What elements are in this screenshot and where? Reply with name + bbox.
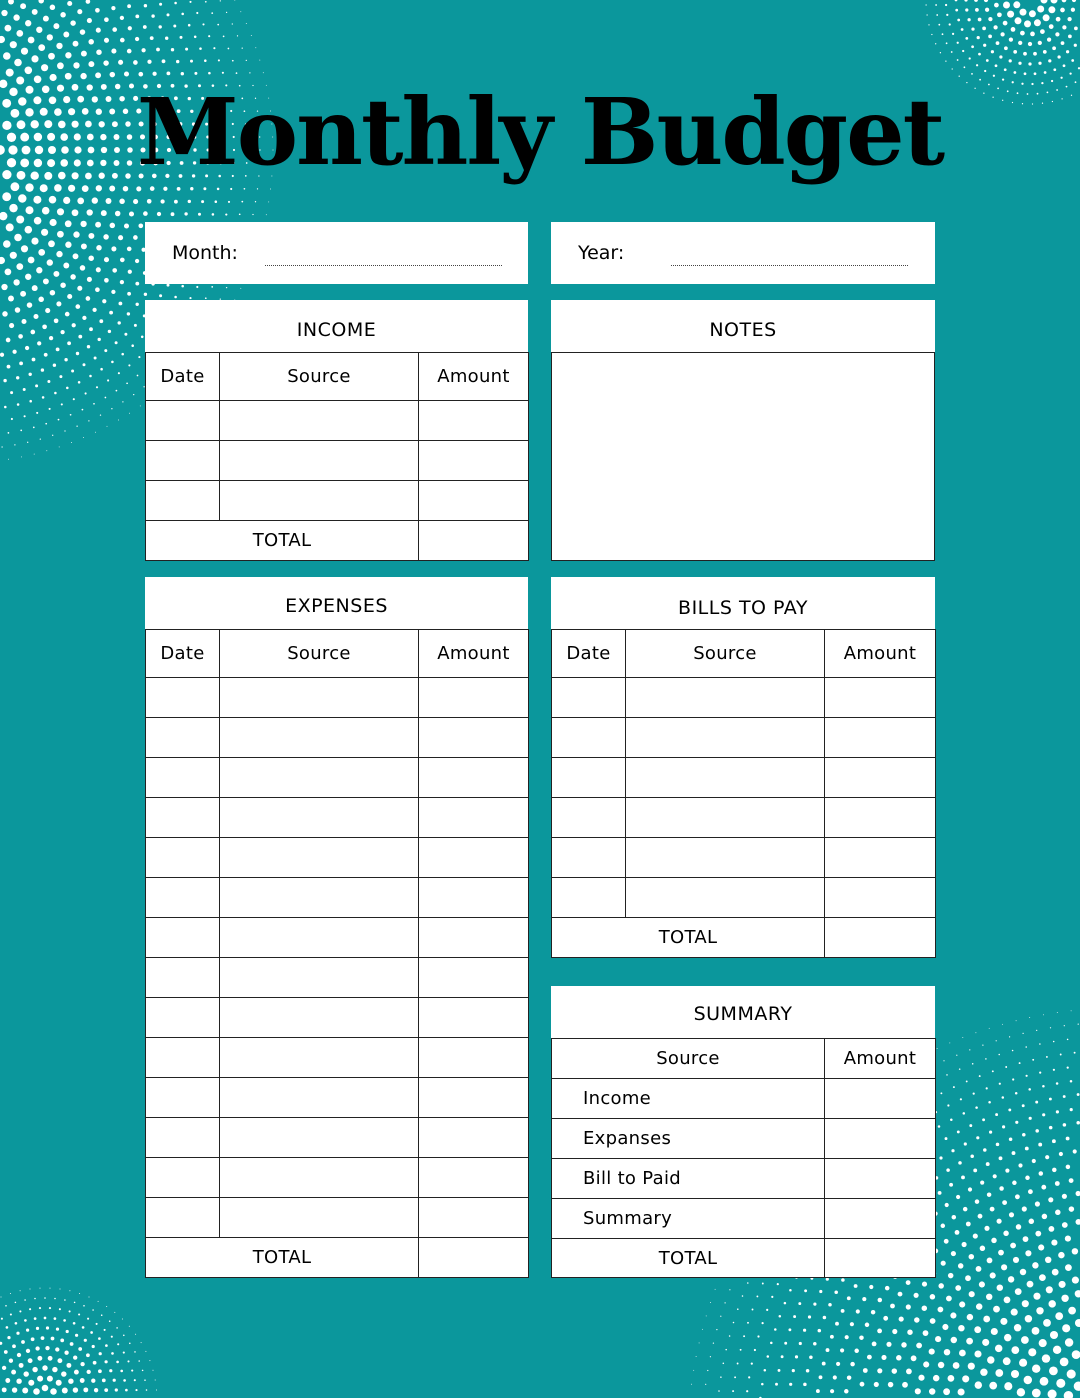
bills-row [552,758,936,798]
bills-date-cell[interactable] [552,678,626,718]
expenses-date-cell[interactable] [146,1158,220,1198]
expenses-amount-cell[interactable] [419,1078,529,1118]
income-col-source: Source [220,353,419,401]
summary-row-label: Income [552,1079,825,1119]
expenses-amount-cell[interactable] [419,838,529,878]
bills-source-cell[interactable] [626,678,825,718]
summary-total-amount[interactable] [825,1239,936,1278]
bills-date-cell[interactable] [552,878,626,918]
expenses-source-cell[interactable] [220,1198,419,1238]
income-total-amount[interactable] [419,521,529,561]
page-title: Monthly Budget [136,78,944,186]
expenses-date-cell[interactable] [146,798,220,838]
bills-source-cell[interactable] [626,838,825,878]
income-date-cell[interactable] [146,441,220,481]
month-field[interactable] [145,222,528,284]
expenses-date-cell[interactable] [146,878,220,918]
bills-amount-cell[interactable] [825,798,936,838]
income-row [146,481,529,521]
summary-row-amount[interactable] [825,1199,936,1239]
expenses-row [146,1118,529,1158]
year-line [671,265,908,266]
notes-title: NOTES [709,319,777,341]
month-line [265,265,502,266]
bills-title: BILLS TO PAY [678,597,808,619]
summary-col-source: Source [552,1039,825,1079]
expenses-row [146,798,529,838]
bills-row [552,718,936,758]
expenses-row [146,758,529,798]
summary-header-row [552,1039,936,1079]
income-amount-cell[interactable] [419,481,529,521]
expenses-row [146,718,529,758]
expenses-source-cell[interactable] [220,958,419,998]
summary-col-amount: Amount [825,1039,936,1079]
expenses-row [146,918,529,958]
expenses-col-source: Source [220,630,419,678]
bills-total-label: TOTAL [552,918,825,958]
expenses-row [146,1158,529,1198]
expenses-source-cell[interactable] [220,758,419,798]
summary-title: SUMMARY [693,1003,793,1025]
expenses-source-cell[interactable] [220,918,419,958]
bills-header-row [552,630,936,678]
expenses-header-row [146,630,529,678]
income-header-row [146,353,529,401]
expenses-total-row [146,1238,529,1278]
income-amount-cell[interactable] [419,441,529,481]
bills-row [552,798,936,838]
expenses-amount-cell[interactable] [419,798,529,838]
income-source-cell[interactable] [220,401,419,441]
bills-amount-cell[interactable] [825,838,936,878]
bills-col-date: Date [552,630,626,678]
bills-col-amount: Amount [825,630,936,678]
expenses-row [146,878,529,918]
summary-row [552,1199,936,1239]
expenses-source-cell[interactable] [220,838,419,878]
year-field[interactable] [551,222,935,284]
expenses-date-cell[interactable] [146,678,220,718]
summary-row-amount[interactable] [825,1159,936,1199]
expenses-source-cell[interactable] [220,1158,419,1198]
bills-row [552,678,936,718]
summary-row [552,1159,936,1199]
bills-source-cell[interactable] [626,718,825,758]
income-source-cell[interactable] [220,441,419,481]
expenses-source-cell[interactable] [220,1118,419,1158]
bills-table [551,629,936,958]
expenses-row [146,1078,529,1118]
income-col-date: Date [146,353,220,401]
expenses-row [146,1198,529,1238]
bills-date-cell[interactable] [552,758,626,798]
expenses-date-cell[interactable] [146,918,220,958]
bills-row [552,838,936,878]
expenses-amount-cell[interactable] [419,678,529,718]
bills-amount-cell[interactable] [825,718,936,758]
summary-row-label: Expanses [552,1119,825,1159]
expenses-amount-cell[interactable] [419,958,529,998]
income-date-cell[interactable] [146,481,220,521]
expenses-date-cell[interactable] [146,1118,220,1158]
bills-source-cell[interactable] [626,798,825,838]
expenses-date-cell[interactable] [146,1198,220,1238]
bills-col-source: Source [626,630,825,678]
expenses-date-cell[interactable] [146,1078,220,1118]
expenses-source-cell[interactable] [220,878,419,918]
expenses-date-cell[interactable] [146,998,220,1038]
expenses-amount-cell[interactable] [419,758,529,798]
expenses-source-cell[interactable] [220,798,419,838]
expenses-amount-cell[interactable] [419,1158,529,1198]
expenses-col-amount: Amount [419,630,529,678]
bills-total-amount[interactable] [825,918,936,958]
expenses-source-cell[interactable] [220,678,419,718]
expenses-amount-cell[interactable] [419,918,529,958]
expenses-amount-cell[interactable] [419,1118,529,1158]
summary-table [551,1038,936,1278]
expenses-source-cell[interactable] [220,718,419,758]
income-header [145,300,528,353]
income-source-cell[interactable] [220,481,419,521]
expenses-date-cell[interactable] [146,1038,220,1078]
bills-date-cell[interactable] [552,798,626,838]
income-row [146,401,529,441]
bills-header [551,577,935,630]
expenses-date-cell[interactable] [146,718,220,758]
expenses-amount-cell[interactable] [419,1038,529,1078]
bills-total-row [552,918,936,958]
bills-amount-cell[interactable] [825,878,936,918]
expenses-row [146,838,529,878]
expenses-date-cell[interactable] [146,758,220,798]
bills-amount-cell[interactable] [825,758,936,798]
income-date-cell[interactable] [146,401,220,441]
expenses-row [146,958,529,998]
expenses-date-cell[interactable] [146,958,220,998]
bills-row [552,878,936,918]
expenses-table [145,629,529,1278]
bills-date-cell[interactable] [552,718,626,758]
expenses-title: EXPENSES [285,595,388,617]
summary-row-label: Bill to Paid [552,1159,825,1199]
income-amount-cell[interactable] [419,401,529,441]
expenses-source-cell[interactable] [220,1078,419,1118]
expenses-total-amount[interactable] [419,1238,529,1278]
summary-total-label: TOTAL [552,1239,825,1278]
bills-source-cell[interactable] [626,758,825,798]
summary-row [552,1119,936,1159]
summary-header [551,986,935,1039]
expenses-header [145,577,528,630]
notes-area[interactable] [551,352,935,561]
bills-source-cell[interactable] [626,878,825,918]
expenses-row [146,1038,529,1078]
notes-header [551,300,935,353]
expenses-source-cell[interactable] [220,1038,419,1078]
summary-row-amount[interactable] [825,1079,936,1119]
halftone-dots-bottom-left [0,1280,160,1398]
expenses-date-cell[interactable] [146,838,220,878]
expenses-row [146,998,529,1038]
income-title: INCOME [296,319,377,341]
expenses-row [146,678,529,718]
summary-row-label: Summary [552,1199,825,1239]
expenses-col-date: Date [146,630,220,678]
expenses-amount-cell[interactable] [419,1198,529,1238]
summary-row-amount[interactable] [825,1119,936,1159]
expenses-total-label: TOTAL [146,1238,419,1278]
income-table [145,352,529,561]
bills-date-cell[interactable] [552,838,626,878]
month-label: Month: [172,242,238,264]
income-col-amount: Amount [419,353,529,401]
year-label: Year: [578,242,625,264]
bills-amount-cell[interactable] [825,678,936,718]
income-total-label: TOTAL [146,521,419,561]
expenses-amount-cell[interactable] [419,718,529,758]
summary-row [552,1079,936,1119]
expenses-source-cell[interactable] [220,998,419,1038]
income-total-row [146,521,529,561]
summary-total-row [552,1239,936,1278]
expenses-amount-cell[interactable] [419,998,529,1038]
expenses-amount-cell[interactable] [419,878,529,918]
income-row [146,441,529,481]
